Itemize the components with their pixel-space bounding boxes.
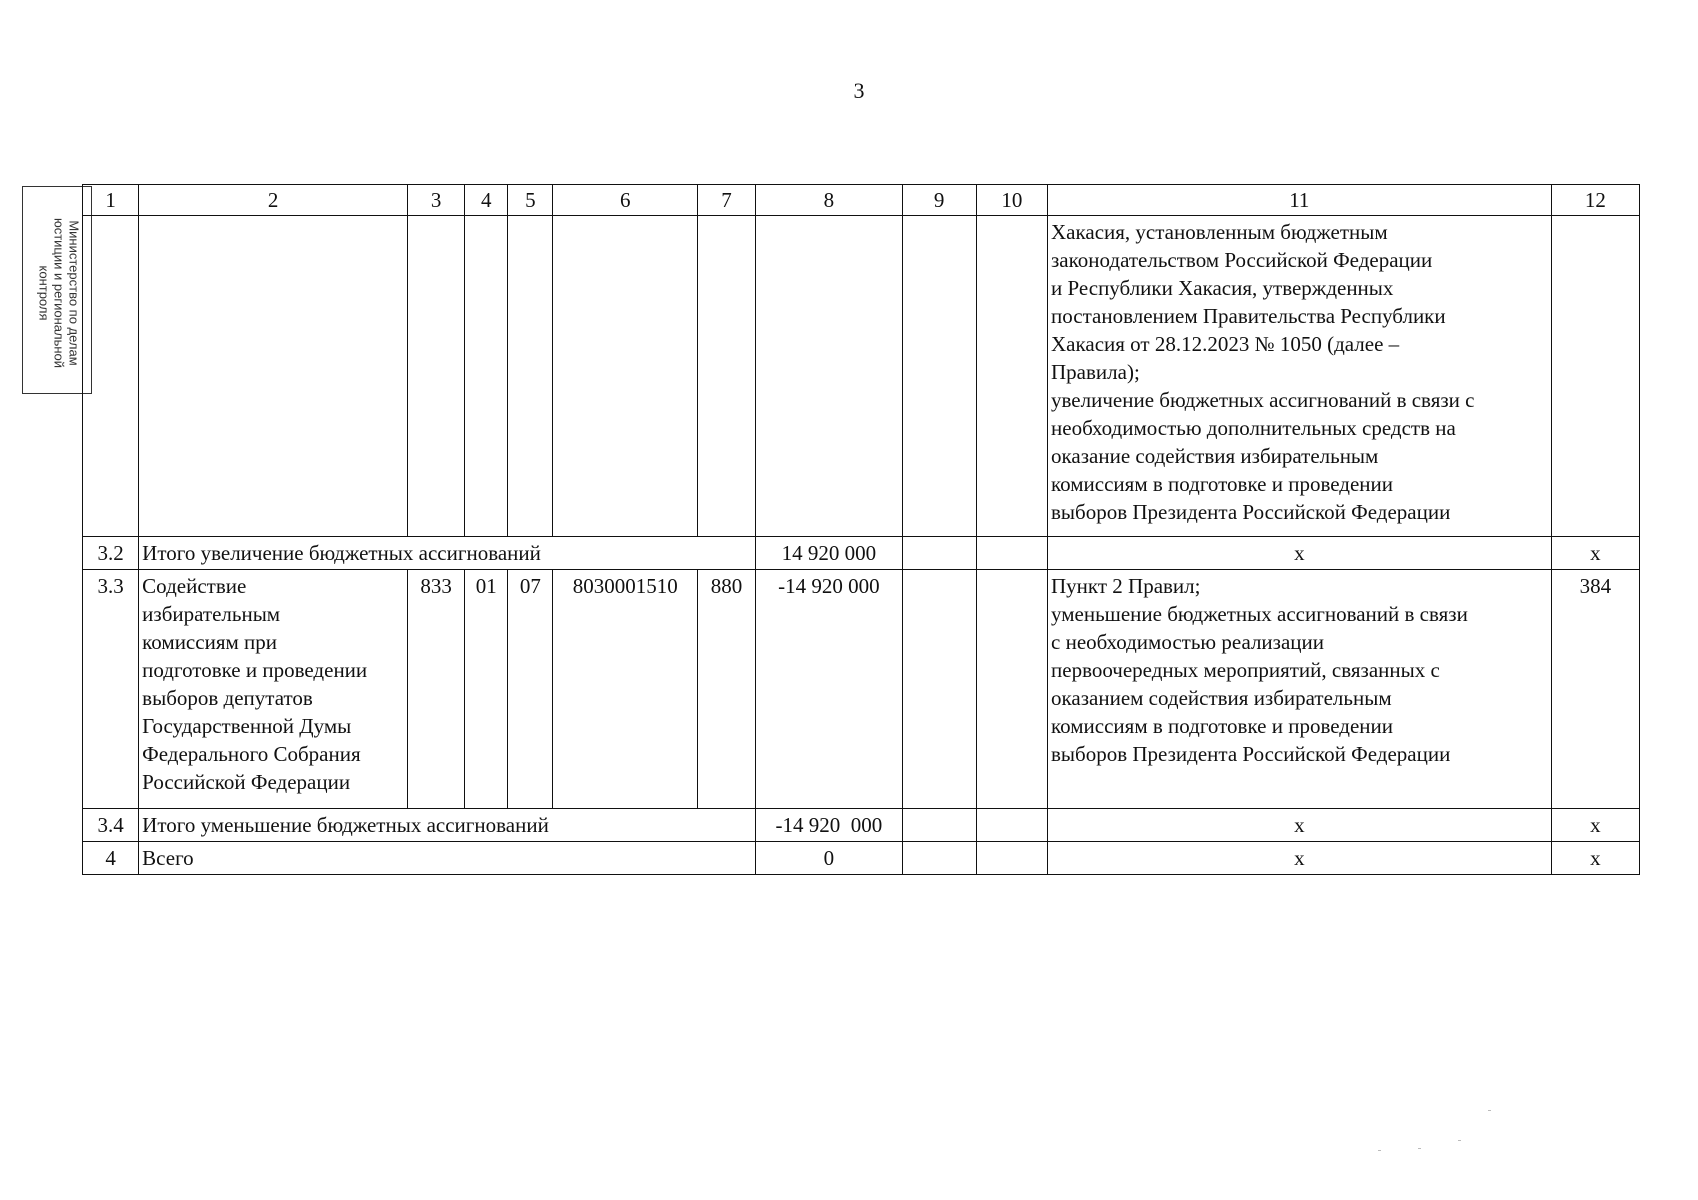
cell-empty xyxy=(976,216,1047,537)
expense-type-cell: 880 xyxy=(697,570,755,809)
justification-cell: х xyxy=(1048,537,1552,570)
section-code-cell: 01 xyxy=(465,570,508,809)
justification-cell: х xyxy=(1048,842,1552,875)
table-row-allocation xyxy=(83,570,1640,809)
cell-empty xyxy=(902,216,976,537)
table-row-continuation xyxy=(83,216,1640,537)
ministry-code-cell: 833 xyxy=(408,570,465,809)
cell-empty xyxy=(756,216,902,537)
justification-cell: Хакасия, установленным бюджетным законодательством Российской Федерации и Республики Хакасия, утвержденных постановлением Правительства Республики Хакасия от 28.12.2023 № 1050 (далее – Правила); увеличение бюджетных ассигнований в связи с необходимостью дополнительных средств на оказание содействия избирательным комиссиям в подготовке и проведении выборов Президента Российской Федерации xyxy=(1048,216,1552,537)
scan-artifacts xyxy=(1358,1100,1498,1160)
cell-empty xyxy=(139,216,408,537)
item-name-cell: Содействие избирательным комиссиям при подготовке и проведении выборов депутатов Государственной Думы Федерального Собрания Российской Федерации xyxy=(139,570,408,809)
cell-empty xyxy=(976,809,1047,842)
header-col-6: 6 xyxy=(553,185,697,216)
table-row-total-decrease xyxy=(83,809,1640,842)
cell-empty xyxy=(976,537,1047,570)
cell-empty xyxy=(508,216,553,537)
row-number: 3.4 xyxy=(83,809,139,842)
cell-empty xyxy=(902,809,976,842)
stamp-text xyxy=(37,193,82,393)
page-number: 3 xyxy=(853,78,865,103)
header-col-11: 11 xyxy=(1048,185,1552,216)
cell-empty xyxy=(408,216,465,537)
cell-empty xyxy=(902,842,976,875)
total-label: Итого уменьшение бюджетных ассигнований xyxy=(139,809,756,842)
header-col-10: 10 xyxy=(976,185,1047,216)
amount-cell: -14 920 000 xyxy=(756,809,902,842)
stamp-line-3: контроля xyxy=(36,265,52,321)
header-col-7: 7 xyxy=(697,185,755,216)
header-col-9: 9 xyxy=(902,185,976,216)
cell-empty xyxy=(976,842,1047,875)
reference-cell: 384 xyxy=(1551,570,1639,809)
stamp-line-1: Министерство по делам xyxy=(66,220,82,366)
total-label: Всего xyxy=(139,842,756,875)
amount-cell: 14 920 000 xyxy=(756,537,902,570)
reference-cell: х xyxy=(1551,809,1639,842)
header-col-4: 4 xyxy=(465,185,508,216)
subsection-code-cell: 07 xyxy=(508,570,553,809)
amount-cell: -14 920 000 xyxy=(756,570,902,809)
cell-empty xyxy=(1551,216,1639,537)
budget-allocation-table xyxy=(82,184,1640,875)
cell-empty xyxy=(976,570,1047,809)
cell-empty xyxy=(553,216,697,537)
stamp-line-2: юстиции и региональной xyxy=(51,217,67,369)
target-article-cell: 8030001510 xyxy=(553,570,697,809)
cell-empty xyxy=(83,216,139,537)
table-row-total-increase xyxy=(83,537,1640,570)
header-col-12: 12 xyxy=(1551,185,1639,216)
header-col-2: 2 xyxy=(139,185,408,216)
table-row-grand-total xyxy=(83,842,1640,875)
row-number: 3.2 xyxy=(83,537,139,570)
header-col-8: 8 xyxy=(756,185,902,216)
justification-cell: х xyxy=(1048,809,1552,842)
cell-empty xyxy=(902,570,976,809)
justification-cell: Пункт 2 Правил; уменьшение бюджетных ассигнований в связи с необходимостью реализации первоочередных мероприятий, связанных с оказанием содействия избирательным комиссиям в подготовке и проведении выборов Президента Российской Федерации xyxy=(1048,570,1552,809)
header-col-5: 5 xyxy=(508,185,553,216)
header-col-1: 1 xyxy=(83,185,139,216)
row-number: 3.3 xyxy=(83,570,139,809)
cell-empty xyxy=(465,216,508,537)
total-label: Итого увеличение бюджетных ассигнований xyxy=(139,537,756,570)
header-col-3: 3 xyxy=(408,185,465,216)
reference-cell: х xyxy=(1551,537,1639,570)
amount-cell: 0 xyxy=(756,842,902,875)
cell-empty xyxy=(697,216,755,537)
cell-empty xyxy=(902,537,976,570)
row-number: 4 xyxy=(83,842,139,875)
reference-cell: х xyxy=(1551,842,1639,875)
header-row xyxy=(83,185,1640,216)
